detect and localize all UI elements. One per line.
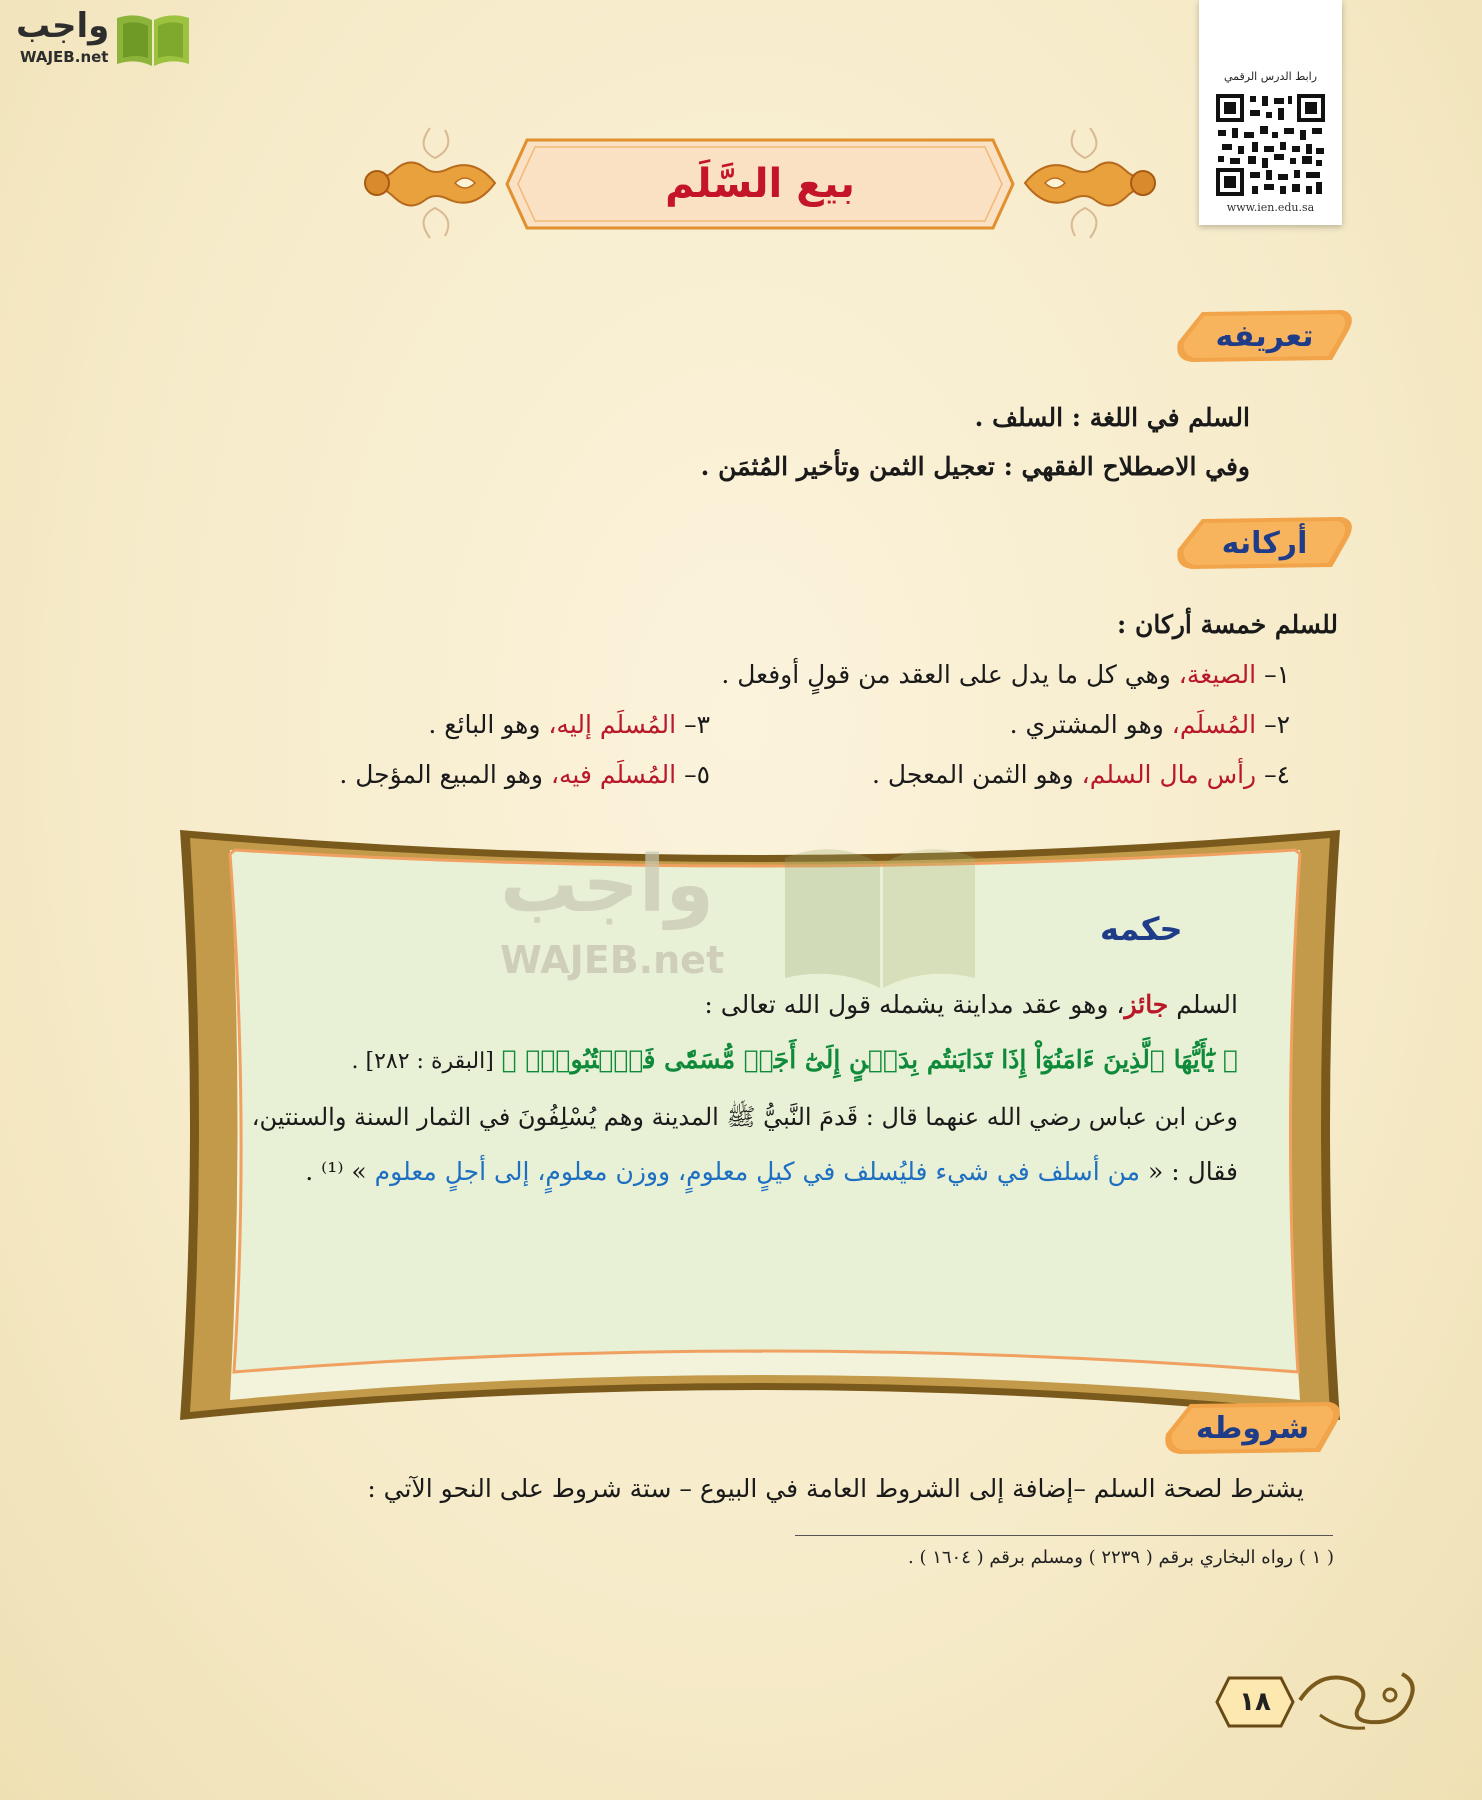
- pillar-item: [339, 760, 710, 789]
- footnote: ( ١ ) رواه البخاري برقم ( ٢٢٣٩ ) ومسلم برقم ( ١٦٠٤ ) .: [908, 1547, 1334, 1568]
- pillar-item: [1010, 710, 1290, 739]
- tag-definition-label: تعريفه: [1215, 318, 1314, 354]
- right-ornament-icon: [1015, 118, 1165, 248]
- pillar-number: ٢–: [1264, 710, 1290, 739]
- pillar-item: [872, 760, 1290, 789]
- definition-line-2: وفي الاصطلاح الفقهي : تعجيل الثمن وتأخير المُثمَن .: [700, 452, 1250, 481]
- definition-line-1: السلم في اللغة : السلف .: [974, 403, 1250, 432]
- page-number-badge: [1215, 1676, 1295, 1728]
- footnote-divider: [795, 1535, 1333, 1536]
- wisdom-text: فقال : «: [1148, 1157, 1238, 1186]
- pillar-number: ٥–: [684, 760, 710, 789]
- qr-code-card[interactable]: [1199, 0, 1342, 225]
- watermark-arabic: واجب: [500, 840, 715, 930]
- pillar-number: ٤–: [1264, 760, 1290, 789]
- watermark-latin: WAJEB.net: [500, 938, 725, 982]
- pillar-desc: وهو الثمن المعجل .: [872, 760, 1074, 789]
- qr-url: www.ien.edu.sa: [1226, 201, 1315, 214]
- pillar-desc: وهي كل ما يدل على العقد من قولٍ أوفعل .: [721, 660, 1171, 689]
- page-title: بيع السَّلَم: [665, 161, 855, 207]
- pillar-term: الصيغة،: [1178, 660, 1257, 689]
- tag-conditions-label: شروطه: [1195, 1410, 1310, 1446]
- tag-pillars-label: أركانه: [1221, 525, 1308, 561]
- wisdom-text: ، وهو عقد مداينة يشمله قول الله تعالى :: [704, 990, 1125, 1019]
- pillar-term: المُسلَم إليه،: [548, 710, 677, 739]
- conditions-line-1: يشترط لصحة السلم –إضافة إلى الشروط العامة في البيوع – ستة شروط على النحو الآتي :: [367, 1474, 1304, 1503]
- wisdom-text: » ⁽¹⁾ .: [305, 1157, 367, 1186]
- pillar-number: ٣–: [684, 710, 710, 739]
- wisdom-text: السلم: [1176, 990, 1238, 1019]
- pillar-term: رأس مال السلم،: [1081, 760, 1257, 789]
- wisdom-line-4: [305, 1157, 1238, 1186]
- tag-conditions: [1160, 1398, 1345, 1458]
- wisdom-line-3: وعن ابن عباس رضي الله عنهما قال : قَدمَ النَّبيُّ ﷺ المدينة وهم يُسْلِفُونَ في الثمار السنة والسنتين،: [251, 1103, 1238, 1131]
- ruling-word: جائز: [1124, 990, 1169, 1019]
- pillar-desc: وهو المبيع المؤجل .: [339, 760, 543, 789]
- wisdom-title: حكمه: [1100, 910, 1183, 948]
- book-icon: [113, 10, 193, 68]
- pillar-number: ١–: [1264, 660, 1290, 689]
- logo-latin-text: WAJEB.net: [20, 48, 109, 66]
- logo-arabic-text: واجب: [16, 6, 110, 46]
- wisdom-line-1: [704, 990, 1238, 1019]
- left-ornament-icon: [355, 118, 505, 248]
- pillar-desc: وهو البائع .: [428, 710, 541, 739]
- pillar-desc: وهو المشتري .: [1009, 710, 1164, 739]
- tag-definition: [1172, 306, 1357, 366]
- wisdom-verse-line: [352, 1045, 1238, 1074]
- title-banner: [505, 138, 1015, 230]
- wajeb-logo[interactable]: [8, 6, 193, 68]
- pillar-item: [428, 710, 710, 739]
- pillars-intro: للسلم خمسة أركان :: [1117, 610, 1338, 639]
- verse-reference: [البقرة : ٢٨٢] .: [351, 1049, 494, 1074]
- hadith-text: من أسلف في شيء فليُسلف في كيلٍ معلومٍ، ووزن معلومٍ، إلى أجلٍ معلوم: [374, 1157, 1141, 1186]
- page-number: ١٨: [1239, 1687, 1271, 1717]
- page-corner-ornament-icon: [1290, 1660, 1425, 1740]
- tag-pillars: [1172, 513, 1357, 573]
- qr-caption: رابط الدرس الرقمي: [1223, 70, 1318, 83]
- pillar-item: [721, 660, 1290, 689]
- qr-code-icon: [1214, 92, 1327, 198]
- quran-verse: ﴿ يَٰٓأَيُّهَا ٱلَّذِينَ ءَامَنُوٓاْ إِذَا تَدَايَنتُم بِدَيۡنٍ إِلَىٰٓ أَجَلٖ مُّسَمّٗى فَٱكۡتُبُوهُۚ ﴾: [501, 1045, 1238, 1074]
- pillar-term: المُسلَم،: [1171, 710, 1257, 739]
- pillar-term: المُسلَم فيه،: [550, 760, 677, 789]
